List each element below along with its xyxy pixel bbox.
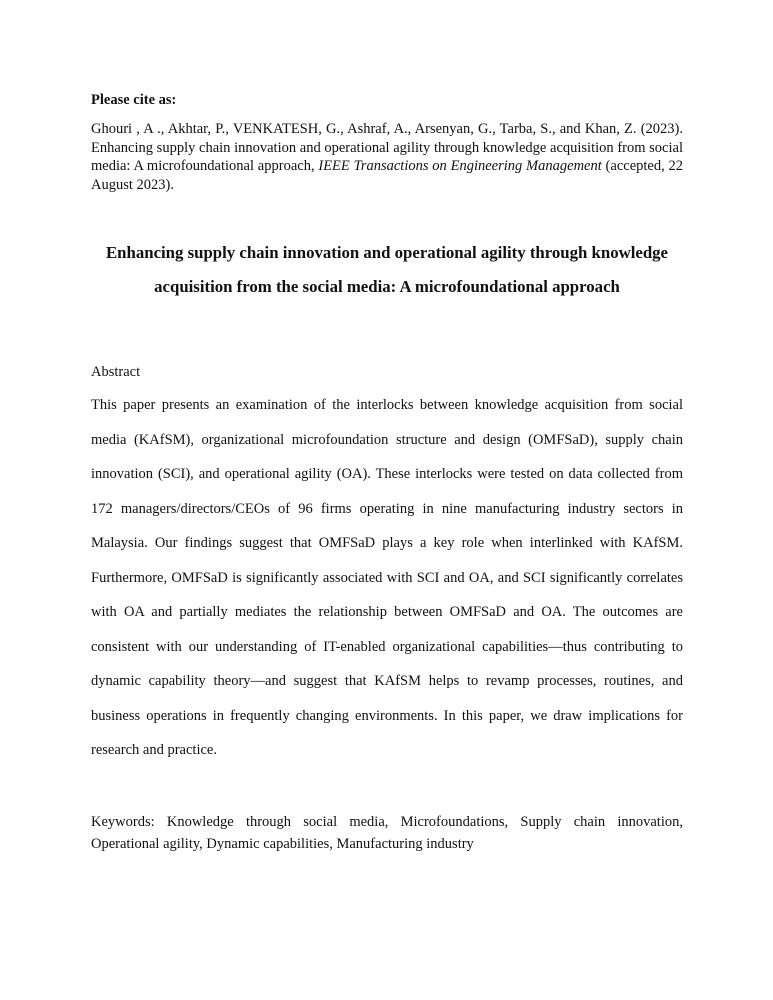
citation-authors: Ghouri , A ., Akhtar, P., VENKATESH, G., Ashraf, A., Arsenyan, G., Tarba, S., and Khan, Z. (2023). Enhancing supply chain innovation and operational agility through knowledge acquisition from social media: A microfoundational approach, [91,121,683,174]
cite-heading: Please cite as: [91,92,177,108]
keywords: Keywords: Knowledge through social media, Microfoundations, Supply chain innovation, Operational agility, Dynamic capabilities, Manufacturing industry [91,814,683,852]
abstract-body: This paper presents an examination of the interlocks between knowledge acquisition from social media (KAfSM), organizational microfoundation structure and design (OMFSaD), supply chain innovation (SCI), and operational agility (OA). These interlocks were tested on data collected from 172 managers/directors/CEOs of 96 firms operating in nine manufacturing industry sectors in Malaysia. Our findings suggest that OMFSaD plays a key role when interlinked with KAfSM. Furthermore, OMFSaD is significantly associated with SCI and OA, and SCI significantly correlates with OA and partially mediates the relationship between OMFSaD and OA. The outcomes are consistent with our understanding of IT-enabled organizational capabilities—thus contributing to dynamic capability theory—and suggest that KAfSM helps to revamp processes, routines, and business operations in frequently changing environments. In this paper, we draw implications for research and practice. [91,397,683,758]
citation-journal: IEEE Transactions on Engineering Management [318,158,602,174]
abstract-heading: Abstract [91,364,141,380]
citation-status: (accepted, 22 August 2023). [91,158,684,193]
citation-text [91,120,683,194]
paper-title: Enhancing supply chain innovation and operational agility through knowledge acquisition from the social media: A microfoundational approach [105,243,669,296]
